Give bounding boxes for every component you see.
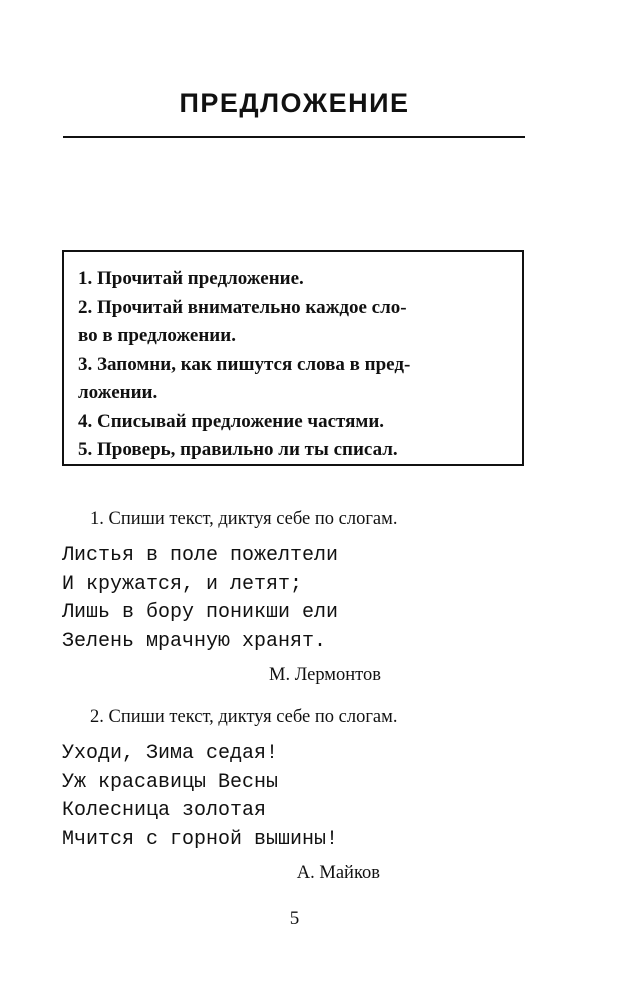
poem-line: Мчится с горной вышины! (62, 827, 339, 851)
exercise-task: 1. Спиши текст, диктуя себе по слогам. (90, 509, 398, 529)
rule-line: ложении. (78, 382, 158, 403)
poem-line: Колесница золотая (62, 799, 267, 822)
rule-line: 3. Запомни, как пишутся слова в пред- (78, 353, 411, 375)
exercise-1 (62, 506, 532, 688)
poem-line: Уходи, Зима седая! (62, 742, 279, 765)
poem-line: Зелень мрачную хранят. (62, 629, 327, 653)
poem-line: Лишь в бору поникши ели (62, 601, 339, 624)
rule-line: 5. Проверь, правильно ли ты списал. (78, 439, 398, 460)
poem-author: М. Лермонтов (269, 665, 381, 685)
poem-author: А. Майков (296, 863, 380, 883)
rules-box (62, 250, 524, 466)
rule-line: во в предложении. (78, 325, 236, 346)
rule-line: 4. Списывай предложение частями. (78, 410, 385, 432)
exercise-task: 2. Спиши текст, диктуя себе по слогам. (90, 707, 398, 727)
rule-line: 2. Прочитай внимательно каждое сло- (78, 296, 407, 318)
exercise-2 (62, 704, 532, 886)
poem (62, 740, 532, 854)
page-number: 5 (289, 908, 300, 929)
poem (62, 542, 532, 656)
poem-line: Уж красавицы Весны (62, 770, 279, 794)
title-underline (63, 136, 525, 138)
page-title: ПРЕДЛОЖЕНИЕ (179, 88, 410, 118)
rule-line: 1. Прочитай предложение. (78, 268, 304, 289)
poem-line: И кружатся, и летят; (62, 572, 303, 596)
poem-line: Листья в поле пожелтели (62, 544, 339, 567)
